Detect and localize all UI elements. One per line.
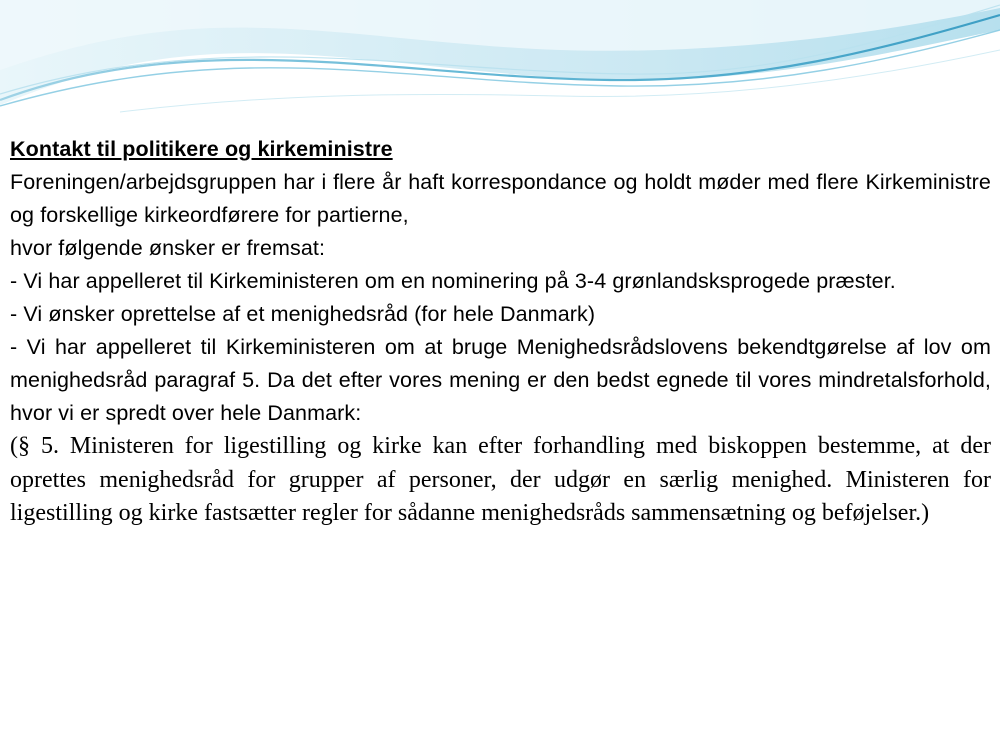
slide-body — [10, 133, 991, 531]
wave-decoration — [0, 0, 1000, 115]
law-quote: (§ 5. Ministeren for ligestilling og kirke kan efter forhandling med biskoppen bestemme, at der oprettes menighedsråd for grupper af personer, der udgør en særlig menighed. Ministeren for ligestilling og kirke fastsætter regler for sådanne menighedsråds sammensætning og beføjelser.) — [10, 433, 991, 526]
paragraph-bullet-paragraph5: - Vi har appelleret til Kirkeministeren om at bruge Menighedsrådslovens bekendtgørelse af lov om menighedsråd paragraf 5. Da det efter vores mening er den bedst egnede til vores mindretalsforhold, hvor vi er spredt over hele Danmark: — [10, 335, 991, 425]
paragraph-bullet-council: - Vi ønsker oprettelse af et menighedsråd (for hele Danmark) — [10, 302, 596, 326]
paragraph-bullet-priests: - Vi har appelleret til Kirkeministeren om en nominering på 3-4 grønlandsksprogede præster. — [10, 269, 896, 293]
slide-heading: Kontakt til politikere og kirkeministre — [10, 137, 393, 161]
paragraph-intro: Foreningen/arbejdsgruppen har i flere år haft korrespondance og holdt møder med flere Kirkeministre og forskellige kirkeordførere for partierne, — [10, 170, 991, 227]
paragraph-wishes-intro: hvor følgende ønsker er fremsat: — [10, 236, 326, 260]
